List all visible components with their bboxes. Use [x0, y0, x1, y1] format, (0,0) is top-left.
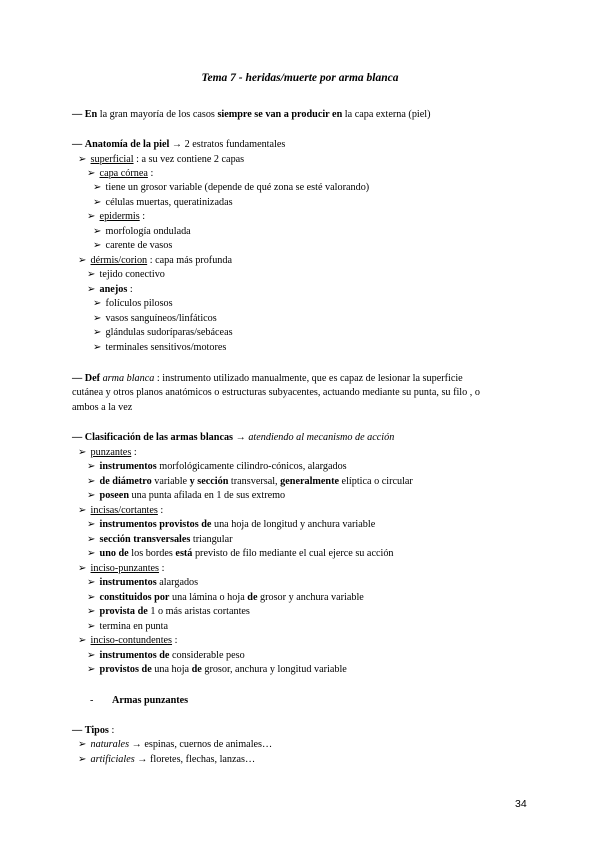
list-item: ➢ uno de los bordes está previsto de filo mediante el cual ejerce su acción	[87, 548, 394, 559]
bullet-arrow-icon: ➢	[87, 476, 96, 487]
bullet-arrow-icon: ➢	[87, 269, 96, 280]
list-item: ➢ capa córnea :	[87, 168, 154, 179]
list-item: ➢ provista de 1 o más aristas cortantes	[87, 606, 250, 617]
list-item: ➢ de diámetro variable y sección transversal, generalmente elíptica o circular	[87, 476, 413, 487]
right-arrow-icon: →	[171, 139, 183, 150]
list-item: ➢ instrumentos morfológicamente cilindro-cónicos, alargados	[87, 461, 347, 472]
list-item: ➢ superficial : a su vez contiene 2 capas	[78, 154, 245, 165]
list-item: ➢ carente de vasos	[93, 240, 173, 251]
em-dash: —	[72, 109, 83, 120]
bullet-arrow-icon: ➢	[87, 577, 96, 588]
bullet-arrow-icon: ➢	[93, 197, 102, 208]
list-item: ➢ anejos :	[87, 284, 133, 295]
right-arrow-icon: →	[137, 754, 148, 765]
list-item: ➢ folículos pilosos	[93, 298, 173, 309]
bullet-arrow-icon: ➢	[78, 447, 87, 458]
list-item: ➢ tiene un grosor variable (depende de qué zona se esté valorando)	[93, 182, 370, 193]
right-arrow-icon: →	[131, 739, 142, 750]
bullet-arrow-icon: ➢	[93, 182, 102, 193]
bullet-arrow-icon: ➢	[78, 635, 87, 646]
list-item: ➢ dérmis/corion : capa más profunda	[78, 255, 233, 266]
definition-line-3: ambos a la vez	[72, 402, 133, 413]
list-item: ➢ constituidos por una lámina o hoja de grosor y anchura variable	[87, 592, 364, 603]
intro-line: — En la gran mayoría de los casos siempre se van a producir en la capa externa (piel)	[72, 109, 431, 120]
list-item: ➢ terminales sensitivos/motores	[93, 342, 227, 353]
list-item: ➢ instrumentos de considerable peso	[87, 650, 245, 661]
bullet-arrow-icon: ➢	[87, 548, 96, 559]
bullet-arrow-icon: ➢	[78, 739, 87, 750]
list-item: ➢ vasos sanguíneos/linfáticos	[93, 313, 217, 324]
bullet-arrow-icon: ➢	[87, 490, 96, 501]
list-item: ➢ instrumentos alargados	[87, 577, 199, 588]
bullet-arrow-icon: ➢	[87, 461, 96, 472]
bullet-arrow-icon: ➢	[87, 284, 96, 295]
section-heading: - Armas punzantes	[90, 695, 189, 706]
list-item: ➢ termina en punta	[87, 621, 169, 632]
types-heading: — Tipos :	[72, 725, 115, 736]
bullet-arrow-icon: ➢	[87, 168, 96, 179]
list-item: ➢ células muertas, queratinizadas	[93, 197, 233, 208]
list-item: ➢ artificiales → floretes, flechas, lanzas…	[78, 754, 256, 765]
bullet-arrow-icon: ➢	[78, 754, 87, 765]
list-item: ➢ inciso-punzantes :	[78, 563, 165, 574]
right-arrow-icon: →	[235, 432, 246, 443]
list-item: ➢ glándulas sudoríparas/sebáceas	[93, 327, 233, 338]
bullet-arrow-icon: ➢	[93, 313, 102, 324]
page-number: 34	[515, 798, 527, 810]
list-item: ➢ punzantes :	[78, 447, 137, 458]
bullet-arrow-icon: ➢	[78, 255, 87, 266]
anatomy-heading: — Anatomía de la piel → 2 estratos fundamentales	[72, 139, 286, 150]
classification-heading: — Clasificación de las armas blancas → atendiendo al mecanismo de acción	[72, 432, 395, 443]
bullet-arrow-icon: ➢	[87, 519, 96, 530]
list-item: ➢ epidermis :	[87, 211, 146, 222]
bullet-arrow-icon: ➢	[87, 650, 96, 661]
list-item: ➢ poseen una punta afilada en 1 de sus extremo	[87, 490, 286, 501]
bullet-arrow-icon: ➢	[93, 327, 102, 338]
list-item: ➢ inciso-contundentes :	[78, 635, 178, 646]
bullet-arrow-icon: ➢	[87, 211, 96, 222]
bullet-arrow-icon: ➢	[78, 154, 87, 165]
bullet-arrow-icon: ➢	[93, 226, 102, 237]
bullet-arrow-icon: ➢	[87, 592, 96, 603]
bullet-arrow-icon: ➢	[87, 606, 96, 617]
bullet-arrow-icon: ➢	[93, 240, 102, 251]
bullet-arrow-icon: ➢	[87, 534, 96, 545]
bullet-arrow-icon: ➢	[93, 342, 102, 353]
list-item: ➢ provistos de una hoja de grosor, anchura y longitud variable	[87, 664, 347, 675]
list-item: ➢ naturales → espinas, cuernos de animales…	[78, 739, 273, 750]
list-item: ➢ tejido conectivo	[87, 269, 165, 280]
bullet-arrow-icon: ➢	[78, 563, 87, 574]
bullet-arrow-icon: ➢	[87, 664, 96, 675]
list-item: ➢ morfología ondulada	[93, 226, 191, 237]
bullet-arrow-icon: ➢	[78, 505, 87, 516]
bullet-arrow-icon: ➢	[87, 621, 96, 632]
definition-line-2: cutánea y otros planos anatómicos o estructuras subyacentes, actuando mediante su punta, su filo , o	[72, 387, 480, 398]
definition-line-1: — Def arma blanca : instrumento utilizado manualmente, que es capaz de lesionar la superficie	[72, 373, 463, 384]
list-item: ➢ sección transversales triangular	[87, 534, 233, 545]
list-item: ➢ incisas/cortantes :	[78, 505, 164, 516]
bullet-arrow-icon: ➢	[93, 298, 102, 309]
page-title: Tema 7 - heridas/muerte por arma blanca	[201, 72, 399, 84]
list-item: ➢ instrumentos provistos de una hoja de longitud y anchura variable	[87, 519, 376, 530]
